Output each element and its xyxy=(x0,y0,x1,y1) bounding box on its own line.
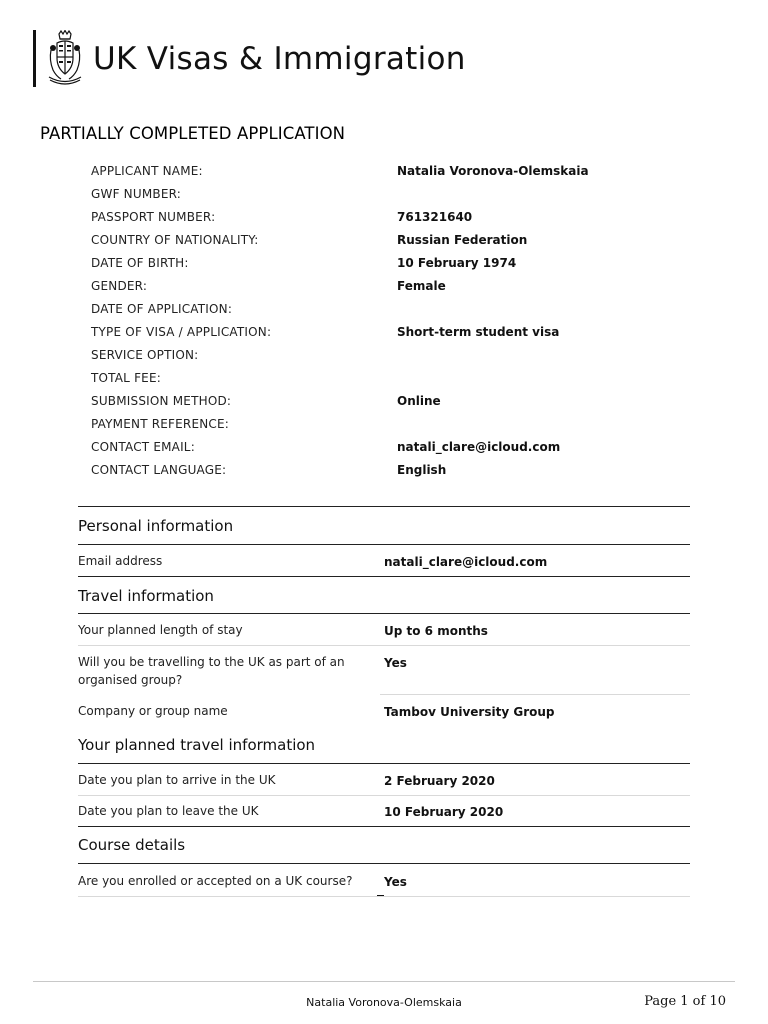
summary-row-passport-number xyxy=(91,207,691,227)
summary-row-type-of-visa xyxy=(91,322,691,342)
summary-label: PAYMENT REFERENCE: xyxy=(91,417,230,431)
row-divider xyxy=(380,694,690,695)
summary-row-payment-reference xyxy=(91,414,691,434)
section-divider xyxy=(78,576,690,577)
summary-row-contact-email xyxy=(91,437,691,457)
row-divider xyxy=(78,896,690,897)
detail-label-enrolled-on-course: Are you enrolled or accepted on a UK course? xyxy=(78,874,353,888)
section-divider xyxy=(78,613,690,614)
summary-value: Short-term student visa xyxy=(397,325,560,339)
summary-label: CONTACT LANGUAGE: xyxy=(91,463,227,477)
detail-value-email-address: natali_clare@icloud.com xyxy=(384,555,548,569)
section-heading-planned-travel-information: Your planned travel information xyxy=(78,736,316,754)
detail-value-enrolled-on-course: Yes xyxy=(384,875,407,889)
summary-value: natali_clare@icloud.com xyxy=(397,440,561,454)
summary-label: CONTACT EMAIL: xyxy=(91,440,195,454)
summary-label: SUBMISSION METHOD: xyxy=(91,394,232,408)
summary-label: APPLICANT NAME: xyxy=(91,164,203,178)
summary-value: 761321640 xyxy=(397,210,473,224)
summary-row-applicant-name xyxy=(91,161,691,181)
detail-value-company-or-group-name: Tambov University Group xyxy=(384,705,555,719)
detail-label-planned-length-of-stay: Your planned length of stay xyxy=(78,623,243,637)
row-divider xyxy=(78,645,690,646)
detail-value-arrival-date: 2 February 2020 xyxy=(384,774,495,788)
summary-row-date-of-birth xyxy=(91,253,691,273)
detail-value-planned-length-of-stay: Up to 6 months xyxy=(384,624,488,638)
section-heading-travel-information: Travel information xyxy=(78,587,214,605)
summary-row-submission-method xyxy=(91,391,691,411)
detail-label-organised-group: Will you be travelling to the UK as part of an organised group? xyxy=(78,655,345,687)
summary-value: English xyxy=(397,463,447,477)
detail-label-departure-date: Date you plan to leave the UK xyxy=(78,804,259,818)
section-divider xyxy=(78,763,690,764)
brand-divider xyxy=(33,30,36,87)
detail-label-email-address: Email address xyxy=(78,554,163,568)
summary-row-contact-language xyxy=(91,460,691,480)
row-divider xyxy=(78,795,690,796)
summary-value: Natalia Voronova-Olemskaia xyxy=(397,164,589,178)
document-title: PARTIALLY COMPLETED APPLICATION xyxy=(40,124,346,143)
brand-name: UK Visas & Immigration xyxy=(93,40,466,77)
section-divider xyxy=(78,506,690,507)
section-heading-course-details: Course details xyxy=(78,836,186,854)
summary-label: COUNTRY OF NATIONALITY: xyxy=(91,233,259,247)
detail-label-arrival-date: Date you plan to arrive in the UK xyxy=(78,773,276,787)
detail-value-departure-date: 10 February 2020 xyxy=(384,805,504,819)
royal-coat-of-arms-icon xyxy=(46,30,84,88)
summary-row-country-of-nationality xyxy=(91,230,691,250)
section-divider xyxy=(78,863,690,864)
summary-row-total-fee xyxy=(91,368,691,388)
detail-value-organised-group: Yes xyxy=(384,656,407,670)
summary-label: TOTAL FEE: xyxy=(91,371,161,385)
summary-value: 10 February 1974 xyxy=(397,256,517,270)
footer-applicant-name: Natalia Voronova-Olemskaia xyxy=(306,996,462,1009)
summary-label: DATE OF BIRTH: xyxy=(91,256,189,270)
brand-header xyxy=(33,30,466,87)
summary-label: DATE OF APPLICATION: xyxy=(91,302,233,316)
summary-row-service-option xyxy=(91,345,691,365)
summary-value: Female xyxy=(397,279,446,293)
summary-label: GENDER: xyxy=(91,279,148,293)
summary-label: PASSPORT NUMBER: xyxy=(91,210,216,224)
summary-label: SERVICE OPTION: xyxy=(91,348,199,362)
section-heading-personal-information: Personal information xyxy=(78,517,234,535)
summary-value: Russian Federation xyxy=(397,233,528,247)
section-divider xyxy=(78,544,690,545)
summary-row-gwf-number xyxy=(91,184,691,204)
section-divider xyxy=(78,826,690,827)
summary-value: Online xyxy=(397,394,441,408)
page-number: Page 1 of 10 xyxy=(644,994,726,1009)
summary-label: GWF NUMBER: xyxy=(91,187,182,201)
summary-row-gender xyxy=(91,276,691,296)
detail-label-company-or-group-name: Company or group name xyxy=(78,704,228,718)
summary-row-date-of-application xyxy=(91,299,691,319)
summary-label: TYPE OF VISA / APPLICATION: xyxy=(91,325,272,339)
footer-divider xyxy=(33,981,735,982)
